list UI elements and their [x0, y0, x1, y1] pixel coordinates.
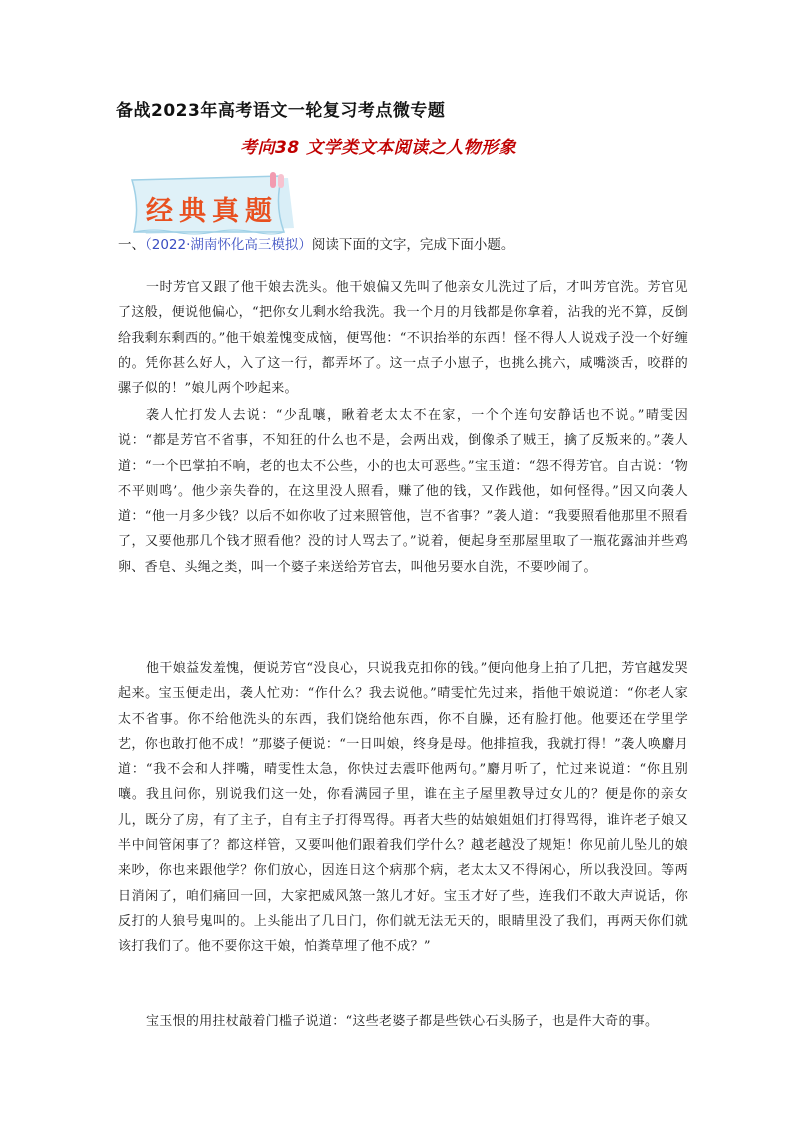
- passage-paragraph-3: 他干娘益发羞愧，便说芳官“没良心，只说我克扣你的钱。”便向他身上拍了几把，芳官越发哭起来。宝玉便走出，袭人忙劝：“作什么？我去说他。”晴雯忙先过来，指他干娘说道：“你老人家太不省事。你不给他洗头的东西，我们饶给他东西，你不自臊，还有脸打他。他要还在学里学艺，你也敢打他不成！”那婆子便说：“一日叫娘，终身是母。他排揎我，我就打得！”袭人唤麝月道：“我不会和人拌嘴，晴雯性太急，你快过去震吓他两句。”麝月听了，忙过来说道：“你且别嚷。我且问你，别说我们这一处，你看满园子里，谁在主子屋里教导过女儿的？便是你的亲女儿，既分了房，有了主子，自有主子打得骂得。再者大些的姑娘姐姐们打得骂得，谁许老子娘又半中间管闲事了？都这样管，又要叫他们跟着我们学什么？越老越没了规矩！你见前儿坠儿的娘来吵，你也来跟他学？你们放心，因连日这个病那个病，老太太又不得闲心，所以我没回。等两日消闲了，咱们痛回一回，大家把威风煞一煞儿才好。宝玉才好了些，连我们不敢大声说话，你反打的人狼号鬼叫的。上头能出了几日门，你们就无法无天的，眼睛里没了我们，再两天你们就该打我们了。他不要你这干娘，怕粪草埋了他不成？”: [118, 661, 688, 955]
- question-number: 一、: [118, 237, 145, 253]
- banner-label: 经典真题: [146, 196, 278, 227]
- passage-paragraph-2: 袭人忙打发人去说：“少乱嚷，瞅着老太太不在家，一个个连句安静话也不说。”晴雯因说：“都是芳官不省事，不知狂的什么也不是，会两出戏，倒像杀了贼王，擒了反叛来的。”袭人道：“一个巴掌拍不响，老的也太不公些，小的也太可恶些。”宝玉道：“怨不得芳官。自古说：‘物不平则鸣’。他少亲失眷的，在这里没人照看，赚了他的钱，又作践他，如何怪得。”因又向袭人道：“他一月多少钱？以后不如你收了过来照管他，岂不省事？”袭人道：“我要照看他那里不照看了，又要他那几个钱才照看他？没的讨人骂去了。”说着，便起身至那屋里取了一瓶花露油并些鸡卵、香皂、头绳之类，叫一个婆子来送给芳官去，叫他另要水自洗，不要吵闹了。: [118, 408, 688, 575]
- question-instruction: 阅读下面的文字，完成下面小题。: [311, 237, 515, 253]
- passage-paragraph-4: 宝玉恨的用拄杖敲着门槛子说道：“这些老婆子都是些铁心石头肠子，也是件大奇的事。: [146, 1014, 659, 1029]
- topic-title: 考向38 文学类文本阅读之人物形象: [240, 138, 517, 158]
- passage-paragraph-1: 一时芳官又跟了他干娘去洗头。他干娘偏又先叫了他亲女儿洗过了后，才叫芳官洗。芳官见了这般，便说他偏心，“把你女儿剩水给我洗。我一个月的月钱都是你拿着，沾我的光不算，反倒给我剩东剩西的。”他干娘羞愧变成恼，便骂他：“不识抬举的东西！怪不得人人说戏子没一个好缠的。凭你甚么好人，入了这一行，都弄坏了。这一点子小崽子，也挑么挑六，咸嘴淡舌，咬群的骡子似的！”娘儿两个吵起来。: [118, 280, 688, 397]
- series-title: 备战2023年高考语文一轮复习考点微专题: [116, 101, 446, 121]
- question-header: [118, 235, 514, 255]
- classic-questions-banner: [124, 172, 302, 238]
- question-source: （2022·湖南怀化高三模拟）: [145, 237, 312, 253]
